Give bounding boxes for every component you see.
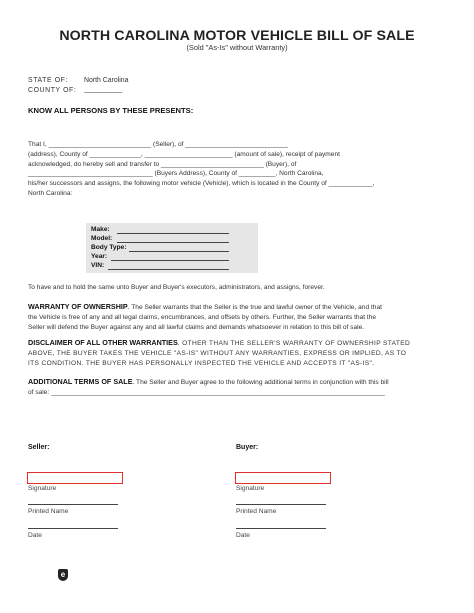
disclaimer-line-3: ITS CONDITION. THE BUYER HAS PERSONALLY INSPECTED THE VEHICLE AND ACCEPTS IT "AS-IS". xyxy=(28,359,375,367)
intro-line-3: acknowledged, do hereby sell and transfer to ____________________________ (Buyer), of xyxy=(28,160,297,168)
county-value: __________ xyxy=(84,86,123,93)
disclaimer-section xyxy=(28,338,446,368)
disclaimer-line-2: ABOVE, THE BUYER TAKES THE VEHICLE "AS-IS" WITHOUT ANY WARRANTIES, EXPRESS OR IMPLIED, AS TO xyxy=(28,349,407,357)
buyer-label: Buyer: xyxy=(236,444,259,451)
intro-paragraph xyxy=(28,140,446,199)
intro-line-5: his/her successors and assigns, the following motor vehicle (Vehicle), which is located in the County of ____________, xyxy=(28,180,375,188)
seller-signature-field[interactable] xyxy=(27,472,123,484)
vin-label: VIN: xyxy=(91,262,105,269)
warranty-line-3: Seller will defend the Buyer against any and all lawful claims and demands whatsoever in relation to this bill of sale. xyxy=(28,323,365,331)
seller-signature-label: Signature xyxy=(28,485,57,492)
year-label: Year: xyxy=(91,253,108,260)
vin-line xyxy=(108,269,229,270)
intro-line-4: __________________________________ (Buyers Address), County of __________, North Carolina, xyxy=(28,170,324,178)
state-value: North Carolina xyxy=(84,77,129,84)
intro-line-6: North Carolina: xyxy=(28,189,73,197)
body-type-label: Body Type: xyxy=(91,244,127,251)
buyer-signature-field[interactable] xyxy=(235,472,331,484)
disclaimer-heading: DISCLAIMER OF ALL OTHER WARRANTIES xyxy=(28,338,178,347)
state-label: STATE OF: xyxy=(28,77,68,84)
model-line xyxy=(117,242,229,243)
warranty-heading: WARRANTY OF OWNERSHIP xyxy=(28,302,128,311)
document-title: NORTH CAROLINA MOTOR VEHICLE BILL OF SALE xyxy=(59,28,415,44)
make-label: Make: xyxy=(91,226,110,233)
intro-line-2: (address), County of ______________, ________________________ (amount of sale), receipt of payment xyxy=(28,150,340,158)
buyer-date-line xyxy=(236,528,326,529)
buyer-printed-name-label: Printed Name xyxy=(236,508,277,515)
year-line xyxy=(111,260,229,261)
seller-date-line xyxy=(28,528,118,529)
additional-terms-line-2: of sale: ___________________________________________________________________________________________ xyxy=(28,388,385,396)
seller-date-label: Date xyxy=(28,532,42,539)
buyer-date-label: Date xyxy=(236,532,250,539)
disclaimer-line-1: . OTHER THAN THE SELLER'S WARRANTY OF OWNERSHIP STATED xyxy=(177,340,411,347)
vehicle-details-box xyxy=(86,223,258,273)
model-label: Model: xyxy=(91,235,113,242)
hold-text: To have and to hold the same unto Buyer and Buyer's executors, administrators, and assigns, forever. xyxy=(28,284,325,291)
warranty-line-1: . The Seller warrants that the Seller is the true and lawful owner of the Vehicle, and that xyxy=(127,304,382,311)
document-subtitle: (Sold "As-Is" without Warranty) xyxy=(186,43,288,52)
eforms-logo-icon: e xyxy=(58,569,68,581)
additional-terms-line-1: . The Seller and Buyer agree to the following additional terms in conjunction with this bill xyxy=(132,379,389,386)
warranty-section xyxy=(28,302,446,332)
intro-line-1: That I, ____________________________ (Seller), of ____________________________ xyxy=(28,141,288,148)
seller-printed-name-line xyxy=(28,504,118,505)
warranty-line-2: the Vehicle is free of any and all legal claims, encumbrances, and offsets by others. Further, the Seller warrants that the xyxy=(28,313,377,321)
buyer-printed-name-line xyxy=(236,504,326,505)
buyer-signature-label: Signature xyxy=(236,485,265,492)
seller-label: Seller: xyxy=(28,444,50,451)
additional-terms-heading: ADDITIONAL TERMS OF SALE xyxy=(28,377,133,386)
body-type-line xyxy=(129,251,229,252)
additional-terms-section xyxy=(28,377,446,398)
make-line xyxy=(117,233,229,234)
know-all-heading: KNOW ALL PERSONS BY THESE PRESENTS: xyxy=(28,106,194,115)
seller-printed-name-label: Printed Name xyxy=(28,508,69,515)
county-label: COUNTY OF: xyxy=(28,87,77,94)
